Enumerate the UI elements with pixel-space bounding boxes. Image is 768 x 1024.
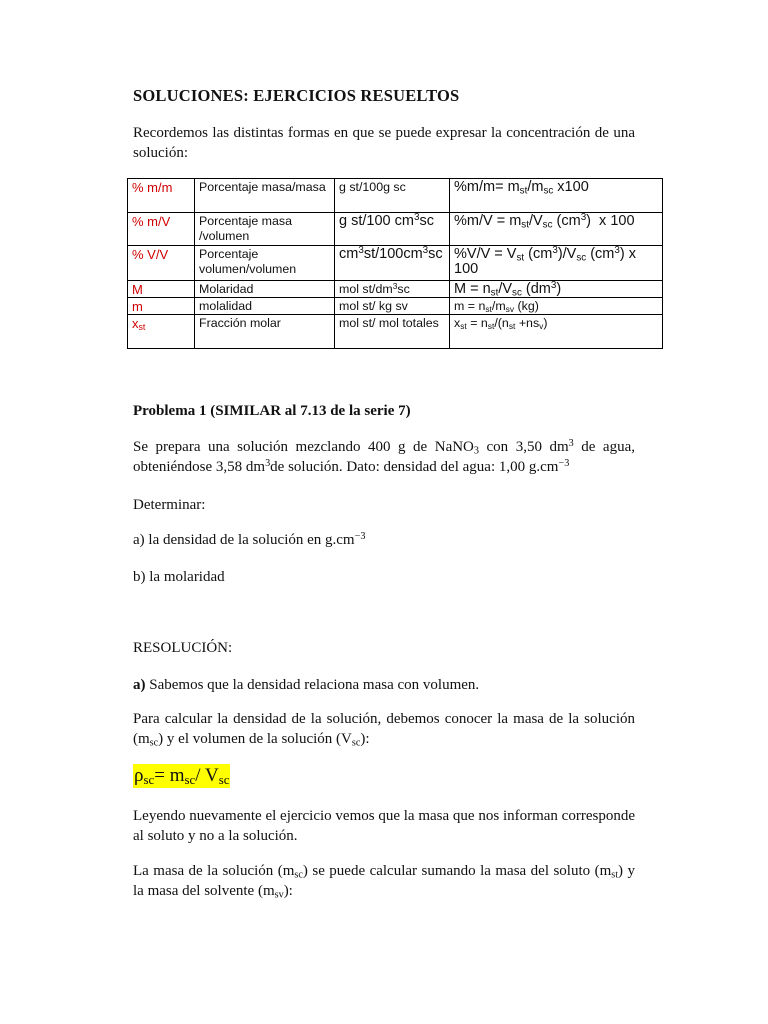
part-a-paragraph [133, 675, 635, 695]
row-formula: $M = n_{st}/V_{sc}$ $(dm^3)$ [450, 281, 663, 298]
table-row [128, 315, 663, 349]
row-unit: g st/100 $cm^3sc$ [335, 213, 450, 246]
intro-paragraph: Recordemos las distintas formas en que se puede expresar la concentración de una solución: [133, 125, 635, 161]
unit-text: g st/100 cm [339, 213, 414, 229]
unit-text: cm [339, 246, 359, 262]
leyendo-paragraph: Leyendo nuevamente el ejercicio vemos que la masa que nos informan corresponde al soluto y no a la solución. [133, 808, 635, 844]
document-title: SOLUCIONES: EJERCICIOS RESUELTOS [133, 86, 460, 105]
calc-paragraph: Para calcular la densidad de la solución, debemos conocer la masa de la solución $(m_{sc})$ y el volumen de la solución $(V_{sc})$: [133, 711, 635, 749]
row-unit: $cm^3st/100cm^3sc$ [335, 246, 450, 281]
row-formula: $\%m/m= m_{st}/m_{sc}$ x100 [450, 179, 663, 213]
row-formula: $\%V/V = V_{st}$ $(cm^3)/V_{sc}$ $(cm^3)$ x 100 [450, 246, 663, 281]
problem-heading: Problema 1 (SIMILAR al 7.13 de la serie 7) [133, 403, 411, 419]
part-a-text: Sabemos que la densidad relaciona masa con volumen. [145, 677, 480, 693]
row-name: Porcentaje masa /volumen [195, 213, 335, 246]
row-symbol: % m/m [128, 179, 195, 213]
row-formula: $x_{st} = n_{st}/(n_{st} +ns_v)$ [450, 315, 663, 349]
table-row [128, 246, 663, 281]
row-symbol: % m/V [128, 213, 195, 246]
formula-text: m = n [454, 299, 486, 313]
row-symbol: % V/V [128, 246, 195, 281]
table-row [128, 298, 663, 315]
row-unit: mol st/ kg sv [335, 298, 450, 315]
table-row [128, 179, 663, 213]
determinar-label: Determinar: [133, 497, 206, 513]
question-a: a) la densidad de la solución en $g.cm^{-3}$ [133, 530, 366, 548]
row-unit: mol $st/dm^3sc$ [335, 281, 450, 298]
symbol-text: x [132, 316, 139, 331]
row-name: Molaridad [195, 281, 335, 298]
table-row [128, 281, 663, 298]
row-symbol: M [128, 281, 195, 298]
problem-statement: Se prepara una solución mezclando 400 g de NaNO$_3$ con 3,50 $dm^3$ de agua, obteniéndose 3,58 $dm^3de$ solución. Dato: densidad del agua: 1,00 $g.cm^{-3}$ [133, 437, 635, 475]
row-name: Porcentaje volumen/volumen [195, 246, 335, 281]
concentration-table [127, 178, 663, 349]
table-row [128, 213, 663, 246]
row-name: Fracción molar [195, 315, 335, 349]
row-symbol: $x_{st}$ [128, 315, 195, 349]
unit-text: mol st/dm [339, 282, 393, 296]
row-unit: g st/100g sc [335, 179, 450, 213]
row-formula: $m = n_{st}/m_{sv}$ (kg) [450, 298, 663, 315]
density-formula: $\rho_{sc}= m_{sc}/$ $V_{sc}$ [134, 765, 230, 788]
row-name: Porcentaje masa/masa [195, 179, 335, 213]
row-formula: $\%m/V = m_{st}/V_{sc}$ $(cm^3)$ x 100 [450, 213, 663, 246]
row-name: molalidad [195, 298, 335, 315]
part-a-label: a) [133, 677, 146, 693]
formula-text: x [454, 316, 461, 330]
row-unit: mol st/ mol totales [335, 315, 450, 349]
masa-paragraph: La masa de la solución $(m_{sc})$ se puede calcular sumando la masa del soluto $(m_{st})$ y la masa del solvente $(m_{sv})$: [133, 863, 635, 901]
resolucion-heading: RESOLUCIÓN: [133, 640, 233, 656]
question-b: b) la molaridad [133, 569, 225, 585]
row-symbol: m [128, 298, 195, 315]
